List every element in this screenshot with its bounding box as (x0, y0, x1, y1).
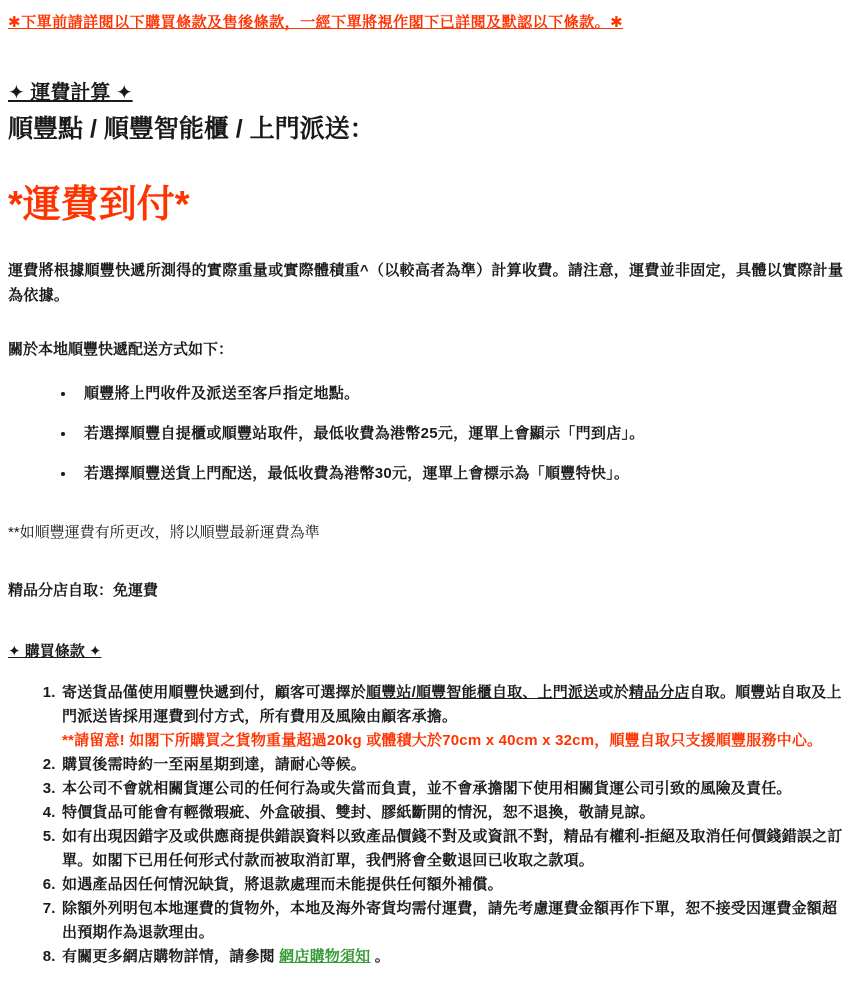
delivery-method-item: • 若選擇順豐送貨上門配送，最低收費為港幣30元，運單上會標示為「順豐特快」。 (76, 461, 851, 486)
term-item-4: 4. 特價貨品可能會有輕微瑕疵、外盒破損、雙封、膠紙斷開的情況，恕不退換，敬請見諒。 (60, 801, 851, 825)
term-item-5: 5. 如有出現因錯字及或供應商提供錯誤資料以致產品價錢不對及或資訊不對，精品有權利-拒絕及取消任何價錢錯誤之訂單。如閣下已用任何形式付款而被取消訂單，我們將會全數退回已收取之款項。 (60, 825, 851, 873)
term1-underlined-boutique: 精品分店 (628, 684, 690, 701)
shipping-section-heading: ✦ 運費計算 ✦ (8, 82, 133, 104)
term-item-8 (60, 945, 851, 969)
term1-text: 寄送貨品僅使用順豐快遞到付，顧客可選擇於 (62, 684, 367, 701)
term-item-2: 2. 購買後需時約一至兩星期到達，請耐心等候。 (60, 753, 851, 777)
shipping-methods-subheading: 順豐點 / 順豐智能櫃 / 上門派送： (8, 115, 375, 143)
top-notice: ✱下單前請詳閱以下購買條款及售後條款，一經下單將視作閣下已詳閱及默認以下條款。✱ (8, 14, 624, 31)
term-item-7: 7. 除額外列明包本地運費的貨物外，本地及海外寄貨均需付運費，請先考慮運費金額再作下單，恕不接受因運費金額超出預期作為退款理由。 (60, 897, 851, 945)
delivery-methods-list (8, 381, 851, 486)
freight-collect-highlight: *運費到付* (8, 184, 190, 226)
term8-text: 。 (370, 948, 390, 965)
term-item-1 (60, 681, 851, 753)
term1-text: 自取。順豐站自取及上門派送皆採用運費到付方式，所有費用及風險由顧客承擔。 (62, 684, 842, 725)
delivery-methods-title: 關於本地順豐快遞配送方式如下： (8, 341, 234, 358)
term-item-6: 6. 如遇產品因任何情況缺貨，將退款處理而未能提供任何額外補償。 (60, 873, 851, 897)
purchase-terms-heading: ✦ 購買條款 ✦ (8, 643, 102, 660)
fee-change-note: **如順豐運費有所更改，將以順豐最新運費為準 (8, 524, 320, 541)
purchase-terms-list (8, 681, 851, 969)
delivery-method-item: • 順豐將上門收件及派送至客戶指定地點。 (76, 381, 851, 406)
shipping-fee-intro: 運費將根據順豐快遞所測得的實際重量或實際體積重^（以較高者為準）計算收費。請注意，運費並非固定，具體以實際計量為依據。 (8, 262, 844, 304)
delivery-method-item: • 若選擇順豐自提櫃或順豐站取件，最低收費為港幣25元，運單上會顯示「門到店」。 (76, 421, 851, 446)
online-shopping-guide-link[interactable]: 網店購物須知 (279, 948, 371, 965)
size-weight-warning: **請留意! 如閣下所購買之貨物重量超過20kg 或體積大於70cm x 40cm x 32cm，順豐自取只支援順豐服務中心。 (62, 732, 823, 749)
store-pickup-note: 精品分店自取：免運費 (8, 582, 159, 599)
term-item-3: 3. 本公司不會就相關貨運公司的任何行為或失當而負責，並不會承擔閣下使用相關貨運公司引致的風險及責任。 (60, 777, 851, 801)
term1-underlined-pickup-options: 順豐站/順豐智能櫃自取、上門派送 (366, 684, 599, 701)
term1-text: 或於 (598, 684, 629, 701)
term8-text: 有關更多網店購物詳情，請參閱 (62, 948, 280, 965)
